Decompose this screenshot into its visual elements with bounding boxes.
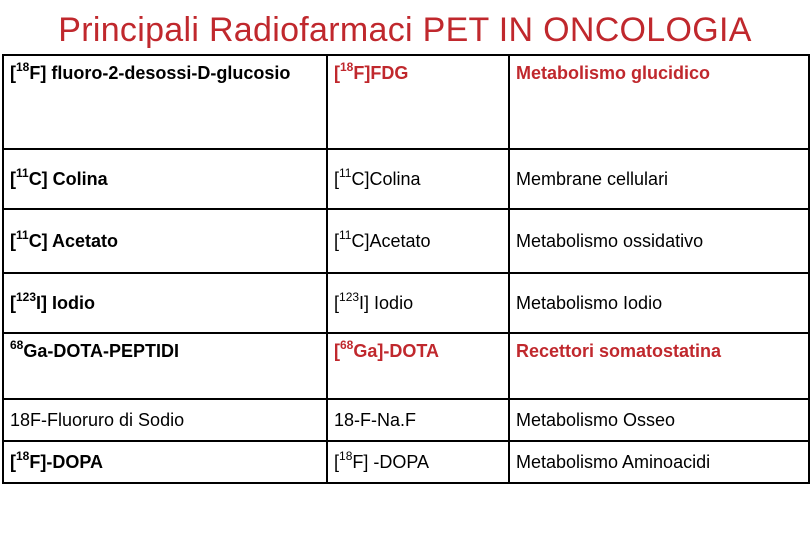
target-cell: Metabolismo glucidico: [509, 55, 809, 149]
tracer-name-cell: $^{68}$Ga-DOTA-PEPTIDI: [3, 333, 327, 399]
table-row: [3, 273, 809, 333]
tracer-abbrev-cell: [$^{123}$I] Iodio: [327, 273, 509, 333]
target-cell: Metabolismo Osseo: [509, 399, 809, 441]
tracer-abbrev-cell: [$^{68}$Ga]-DOTA: [327, 333, 509, 399]
table-row: [3, 149, 809, 209]
target-cell: Metabolismo Iodio: [509, 273, 809, 333]
target-cell: Recettori somatostatina: [509, 333, 809, 399]
tracer-name-cell: [$^{11}$C] Acetato: [3, 209, 327, 273]
table-row: [3, 441, 809, 483]
page-title: Principali Radiofarmaci PET IN ONCOLOGIA: [58, 11, 752, 49]
table-row: [3, 55, 809, 149]
target-cell: Metabolismo ossidativo: [509, 209, 809, 273]
tracer-name-cell: [$^{18}$F] fluoro-2-desossi-D-glucosio: [3, 55, 327, 149]
table-row: [3, 209, 809, 273]
tracer-name-cell: [$^{18}$F]-DOPA: [3, 441, 327, 483]
tracer-abbrev-cell: 18-F-Na.F: [327, 399, 509, 441]
table-row: [3, 333, 809, 399]
tracer-abbrev-cell: [$^{11}$C]Acetato: [327, 209, 509, 273]
tracer-abbrev-cell: [$^{18}$F] -DOPA: [327, 441, 509, 483]
table-row: [3, 399, 809, 441]
radiopharmaceuticals-table: [2, 54, 810, 484]
target-cell: Membrane cellulari: [509, 149, 809, 209]
tracer-abbrev-cell: [$^{18}$F]FDG: [327, 55, 509, 149]
tracer-abbrev-cell: [$^{11}$C]Colina: [327, 149, 509, 209]
tracer-name-cell: [$^{123}$I] Iodio: [3, 273, 327, 333]
tracer-name-cell: [$^{11}$C] Colina: [3, 149, 327, 209]
tracer-name-cell: 18F-Fluoruro di Sodio: [3, 399, 327, 441]
target-cell: Metabolismo Aminoacidi: [509, 441, 809, 483]
